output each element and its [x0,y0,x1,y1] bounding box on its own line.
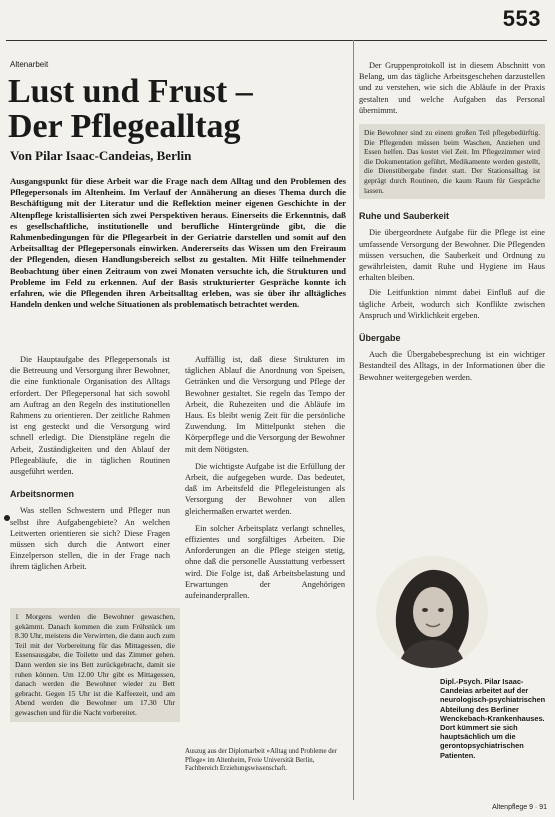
col2-paragraph-2: Die wichtigste Aufgabe ist die Erfüllung der Arbeit, die aufgegeben wurde. Das bedeutet, daß im Arbeitsfeld die Pflegeleistungen als Versorgung der Bewohner von allen gleichermaßen erwartet werden. [185,461,345,516]
heading-arbeitsnormen: Arbeitsnormen [10,489,75,500]
heading-ruhe-und-sauberkeit: Ruhe und Sauberkeit [359,211,450,222]
footnote-box: 1 Morgens werden die Bewohner gewaschen, gekämmt. Danach kommen die zum Frühstück um 8.30 Uhr, meistens die Verwirrten, die dann auch zum Teil mit der Vorbereitung für das Mittagessen, die Essensausgabe, die Toilette und das Zimmer gehen. Dann werden sie ins Bett zurückgebracht, damit sie ruhen können. Um 12.00 Uhr gibt es Mittagessen, danach werden die Bewohner wieder zu Bett gebracht. Gegen 15 Uhr ist die Kaffeezeit, und am Abend werden die Bewohner um 17.30 Uhr gewaschen und für die Nacht vorbereitet. [10,608,180,722]
col3-paragraph-3: Die Leitfunktion nimmt dabei Einfluß auf die tägliche Arbeit, wodurch sich Konflikte zwischen Anspruch und Wirklichkeit ergeben. [359,288,545,320]
author-photo [376,556,488,668]
title-line-1: Lust und Frust – [8,73,253,110]
col1-paragraph-1: Die Hauptaufgabe des Pflegepersonals ist die Betreuung und Versorgung ihrer Bewohner, die eine funktionale Organisation des Alltags erfordert. Der Pflegepersonal hat sich sowohl am Auftrag an den Regeln des institutionellen Rahmens zu orientieren. Der zeitliche Rahmen ist eng gesteckt und die Versorgung wird schnell erledigt. Die Dienstpläne regeln die Arbeit, Zuständigkeiten und den Ablauf der Pflegeabläufe, die in täglichen Routinen ausgeführt werden. [10,355,170,477]
page-number: 553 [502,6,541,31]
col3-paragraph-2: Die übergeordnete Aufgabe für die Pflege ist eine umfassende Versorgung der Bewohner. Die Pflegenden müssen versuchen, die Sauberkeit und Ordnung zu gewährleisten, damit Ruhe und Hygiene im Haus erhalten bleiben. [359,228,545,283]
author-caption: Dipl.-Psych. Pilar Isaac-Candeias arbeitet auf der neurologisch-psychiatrischen Abteilung des Berliner Wenckebach-Krankenhauses. Dort kümmert sie sich hauptsächlich um die gerontopsychiatrischen Patienten. [440,677,546,760]
grey-inset: Die Bewohner sind zu einem großen Teil pflegebedürftig. Die Pflegenden müssen beim Waschen, Anziehen und Essen helfen. Das kostet viel Zeit. Im Pflegezimmer wird die Dokumentation geführt, Medikamente werden gestellt, die Dienstübergabe findet statt. Der Stationsalltag ist geprägt durch Routinen, die kaum Raum für Gespräche lassen. [359,124,545,199]
col2-paragraph-1: Auffällig ist, daß diese Strukturen im täglichen Ablauf die Anordnung von Speisen, Getränken und die Versorgung und Pflege der Bewohner gestaltet. Sie regeln das Tempo der Arbeit, die Ruhezeiten und die Abläufe im Haus. Es bleibt wenig Zeit für die persönliche Zuwendung. Im Mittelpunkt stehen die Körperpflege und die Versorgung der Bewohner mit dem Nötigsten. [185,355,345,454]
column-divider [353,40,354,800]
col3-paragraph-4: Auch die Übergabebesprechung ist ein wichtiger Bestandteil des Alltags, in der Informationen über die Bewohner weitergegeben werden. [359,350,545,382]
title-line-2: Der Pflegealltag [8,108,241,145]
heading-uebergabe: Übergabe [359,333,401,343]
column-3 [359,60,545,383]
author-portrait-image [376,556,488,668]
column-2 [185,354,345,601]
col2-paragraph-3: Ein solcher Arbeitsplatz verlangt schnelles, effizientes und sorgfältiges Arbeiten. Die Anforderungen an die Pflege steigen stetig, ohne daß die personelle Ausstattung verbessert wird. Die Folge ist, daß Arbeitsbelastung und Erwartungen der Angehörigen aufeinanderprallen. [185,523,345,601]
section-label: Altenarbeit [10,60,49,69]
lead-paragraph: Ausgangspunkt für diese Arbeit war die Frage nach dem Alltag und den Problemen des Pflegepersonals im Altenheim. Im Verlauf der Annäherung an dieses Thema durch die Beschäftigung mit der Literatur und die Reflektion meiner eigenen Geschichte in der Altenpflege kristallisierten sich zwei Perspektiven heraus. Einerseits die Erkenntnis, daß es gesellschaftliche, institutionelle und berufliche Hintergründe gibt, die die Rahmenbedingungen für die Pflegearbeit in der Geriatrie darstellen und somit auf den Arbeitsalltag der Pflegepersonals einwirken. Andererseits das Wissen um den Freiraum der Pflegenden, diesen Handlungsbereich selbst zu gestalten. Mit Hilfe teilnehmender Beobachtung über einen Zeitraum von zwei Monaten versuchte ich, die Strukturen und Probleme im Feld zu erkennen. Auf der Basis strukturierter Gespräche konnte ich erfahren, wie die Pflegenden ihren Arbeitsalltag erleben, was sie über ihr alltägliches Handeln denken und welche Situationen als problematisch betrachtet werden. [10,176,346,310]
top-rule [6,40,547,41]
bullet-marker [4,515,10,521]
byline: Von Pilar Isaac-Candeias, Berlin [10,148,192,163]
col1-paragraph-2: Was stellen Schwestern und Pfleger nun selbst ihre Aufgabengebiete? An welchen Leitwerten orientieren sie sich? Diese Fragen müssen sich durch die Antwort einer Einzelperson stellen, die in der Frage nach ihrem täglichen Arbeit. [10,506,170,572]
page-footer: Altenpflege 9 · 91 [492,804,547,811]
col3-paragraph-1: Der Gruppenprotokoll ist in diesem Abschnitt von Belang, um das tägliche Arbeitsgeschehen darzustellen und zu verstehen, wie sich die Abläufe in der Praxis gestalten und welche Aufgaben das Personal übernimmt. [359,61,545,115]
column-1 [10,354,170,573]
article-title [8,74,348,144]
source-caption: Auszug aus der Diplomarbeit »Alltag und Probleme der Pflege« im Altenheim, Freie Universität Berlin, Fachbereich Erziehungswissenschaft. [185,748,337,772]
